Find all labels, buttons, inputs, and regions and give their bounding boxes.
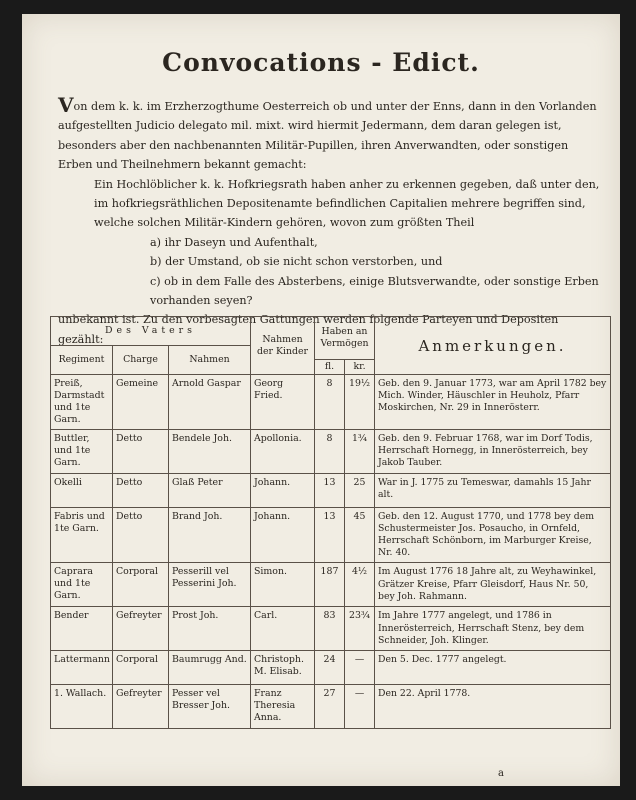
header-vermoegen: Haben an Vermögen — [315, 317, 375, 360]
cell-kinder: Franz Theresia Anna. — [251, 685, 315, 729]
header-des-vaters: Des Vaters — [51, 317, 251, 346]
closing-paragraph: unbekannt ist. Zu den vorbesagten Gattungen werden folgende Parteyen und Depositen gezählt: — [58, 313, 559, 346]
cell-nahmen: Pesser vel Bresser Joh. — [169, 685, 251, 729]
cell-kr: 4½ — [345, 563, 375, 607]
cell-regiment: Lattermann — [51, 651, 113, 685]
cell-charge: Gefreyter — [113, 607, 169, 651]
cell-note: Geb. den 9. Februar 1768, war im Dorf Todis, Herrschaft Hornegg, in Innerösterreich, bey Jakob Tauber. — [375, 430, 611, 474]
header-kr: kr. — [345, 360, 375, 375]
cell-nahmen: Bendele Joh. — [169, 430, 251, 474]
cell-note: Geb. den 9. Januar 1773, war am April 1782 bey Mich. Winder, Häuschler in Heuholz, Pfarr Moskirchen, Nr. 29 in Innerösterr. — [375, 375, 611, 430]
cell-charge: Detto — [113, 430, 169, 474]
cell-kinder: Apollonia. — [251, 430, 315, 474]
cell-regiment: Fabris und 1te Garn. — [51, 507, 113, 563]
deposit-table — [50, 316, 611, 729]
cell-kr: 45 — [345, 507, 375, 563]
cell-fl: 187 — [315, 563, 345, 607]
cell-kr: 19½ — [345, 375, 375, 430]
table-row — [51, 563, 611, 607]
cell-note: Den 5. Dec. 1777 angelegt. — [375, 651, 611, 685]
cell-fl: 8 — [315, 430, 345, 474]
header-anmerkungen: Anmerkungen. — [375, 317, 611, 375]
cell-note: War in J. 1775 zu Temeswar, damahls 15 Jahr alt. — [375, 473, 611, 507]
cell-nahmen: Arnold Gaspar — [169, 375, 251, 430]
header-charge: Charge — [113, 346, 169, 375]
cell-regiment: Buttler, und 1te Garn. — [51, 430, 113, 474]
cell-fl: 13 — [315, 507, 345, 563]
cell-charge: Corporal — [113, 651, 169, 685]
cell-regiment: Bender — [51, 607, 113, 651]
list-item-a: a) ihr Daseyn und Aufenthalt, — [150, 235, 318, 249]
cell-kinder: Johann. — [251, 473, 315, 507]
drop-cap: V — [58, 93, 74, 117]
paragraph-hofkriegsrath: Ein Hochlöblicher k. k. Hofkriegsrath haben anher zu erkennen gegeben, daß unter den, im hofkriegsräthlichen Depositenamte befindlichen Capitalien mehrere begriffen sind, welche solchen Militär-Kindern gehören, wovon zum größten Theil — [94, 177, 600, 230]
table-row — [51, 430, 611, 474]
cell-fl: 27 — [315, 685, 345, 729]
table-row — [51, 651, 611, 685]
header-fl: fl. — [315, 360, 345, 375]
header-kinder: Nahmen der Kinder — [251, 317, 315, 375]
cell-regiment: Preiß, Darmstadt und 1te Garn. — [51, 375, 113, 430]
cell-note: Im Jahre 1777 angelegt, und 1786 in Innerösterreich, Herrschaft Stenz, bey dem Schneider, Joh. Klinger. — [375, 607, 611, 651]
cell-kr: — — [345, 685, 375, 729]
list-item-c: c) ob in dem Falle des Absterbens, einige Blutsverwandte, oder sonstige Erben vorhanden seyen? — [150, 274, 599, 308]
cell-kr: — — [345, 651, 375, 685]
cell-regiment: Okelli — [51, 473, 113, 507]
cell-kinder: Simon. — [251, 563, 315, 607]
header-nahmen: Nahmen — [169, 346, 251, 375]
cell-fl: 8 — [315, 375, 345, 430]
table-row — [51, 375, 611, 430]
cell-kinder: Carl. — [251, 607, 315, 651]
table-row — [51, 473, 611, 507]
table-row — [51, 507, 611, 563]
cell-fl: 24 — [315, 651, 345, 685]
cell-nahmen: Baumrugg And. — [169, 651, 251, 685]
cell-kinder: Georg Fried. — [251, 375, 315, 430]
cell-charge: Detto — [113, 473, 169, 507]
cell-charge: Gefreyter — [113, 685, 169, 729]
cell-nahmen: Glaß Peter — [169, 473, 251, 507]
document-title: Convocations - Edict. — [162, 48, 480, 77]
cell-nahmen: Prost Joh. — [169, 607, 251, 651]
table-row — [51, 607, 611, 651]
body-text — [58, 93, 606, 349]
document-sheet — [22, 14, 620, 786]
cell-kr: 23¾ — [345, 607, 375, 651]
cell-note: Den 22. April 1778. — [375, 685, 611, 729]
cell-charge: Corporal — [113, 563, 169, 607]
header-regiment: Regiment — [51, 346, 113, 375]
cell-regiment: 1. Wallach. — [51, 685, 113, 729]
cell-kr: 1¾ — [345, 430, 375, 474]
cell-charge: Detto — [113, 507, 169, 563]
intro-paragraph — [58, 93, 606, 175]
table-row — [51, 685, 611, 729]
cell-nahmen: Pesserill vel Pesserini Joh. — [169, 563, 251, 607]
cell-nahmen: Brand Joh. — [169, 507, 251, 563]
cell-note: Geb. den 12. August 1770, und 1778 bey dem Schustermeister Jos. Posaucho, in Ornfeld, Herrschaft Schönborn, im Marburger Kreise, Nr. 40. — [375, 507, 611, 563]
cell-kinder: Johann. — [251, 507, 315, 563]
list-item-b: b) der Umstand, ob sie nicht schon verstorben, und — [150, 255, 443, 269]
cell-kinder: Christoph. M. Elisab. — [251, 651, 315, 685]
cell-note: Im August 1776 18 Jahre alt, zu Weyhawinkel, Grätzer Kreise, Pfarr Gleisdorf, Haus Nr. 50, bey Joh. Rahmann. — [375, 563, 611, 607]
page-mark: a — [498, 768, 504, 779]
intro-text: on dem k. k. im Erzherzogthume Oesterreich ob und unter der Enns, dann in den Vorlanden aufgestellten Judicio delegato mil. mixt. wird hiermit Jedermann, dem daran gelegen ist, besonders aber den nachbenannten Militär-Pupillen, ihren Anverwandten, oder sonstigen Erben und Theilnehmern bekannt gemacht: — [58, 100, 597, 172]
cell-fl: 13 — [315, 473, 345, 507]
cell-charge: Gemeine — [113, 375, 169, 430]
cell-kr: 25 — [345, 473, 375, 507]
cell-fl: 83 — [315, 607, 345, 651]
cell-regiment: Caprara und 1te Garn. — [51, 563, 113, 607]
